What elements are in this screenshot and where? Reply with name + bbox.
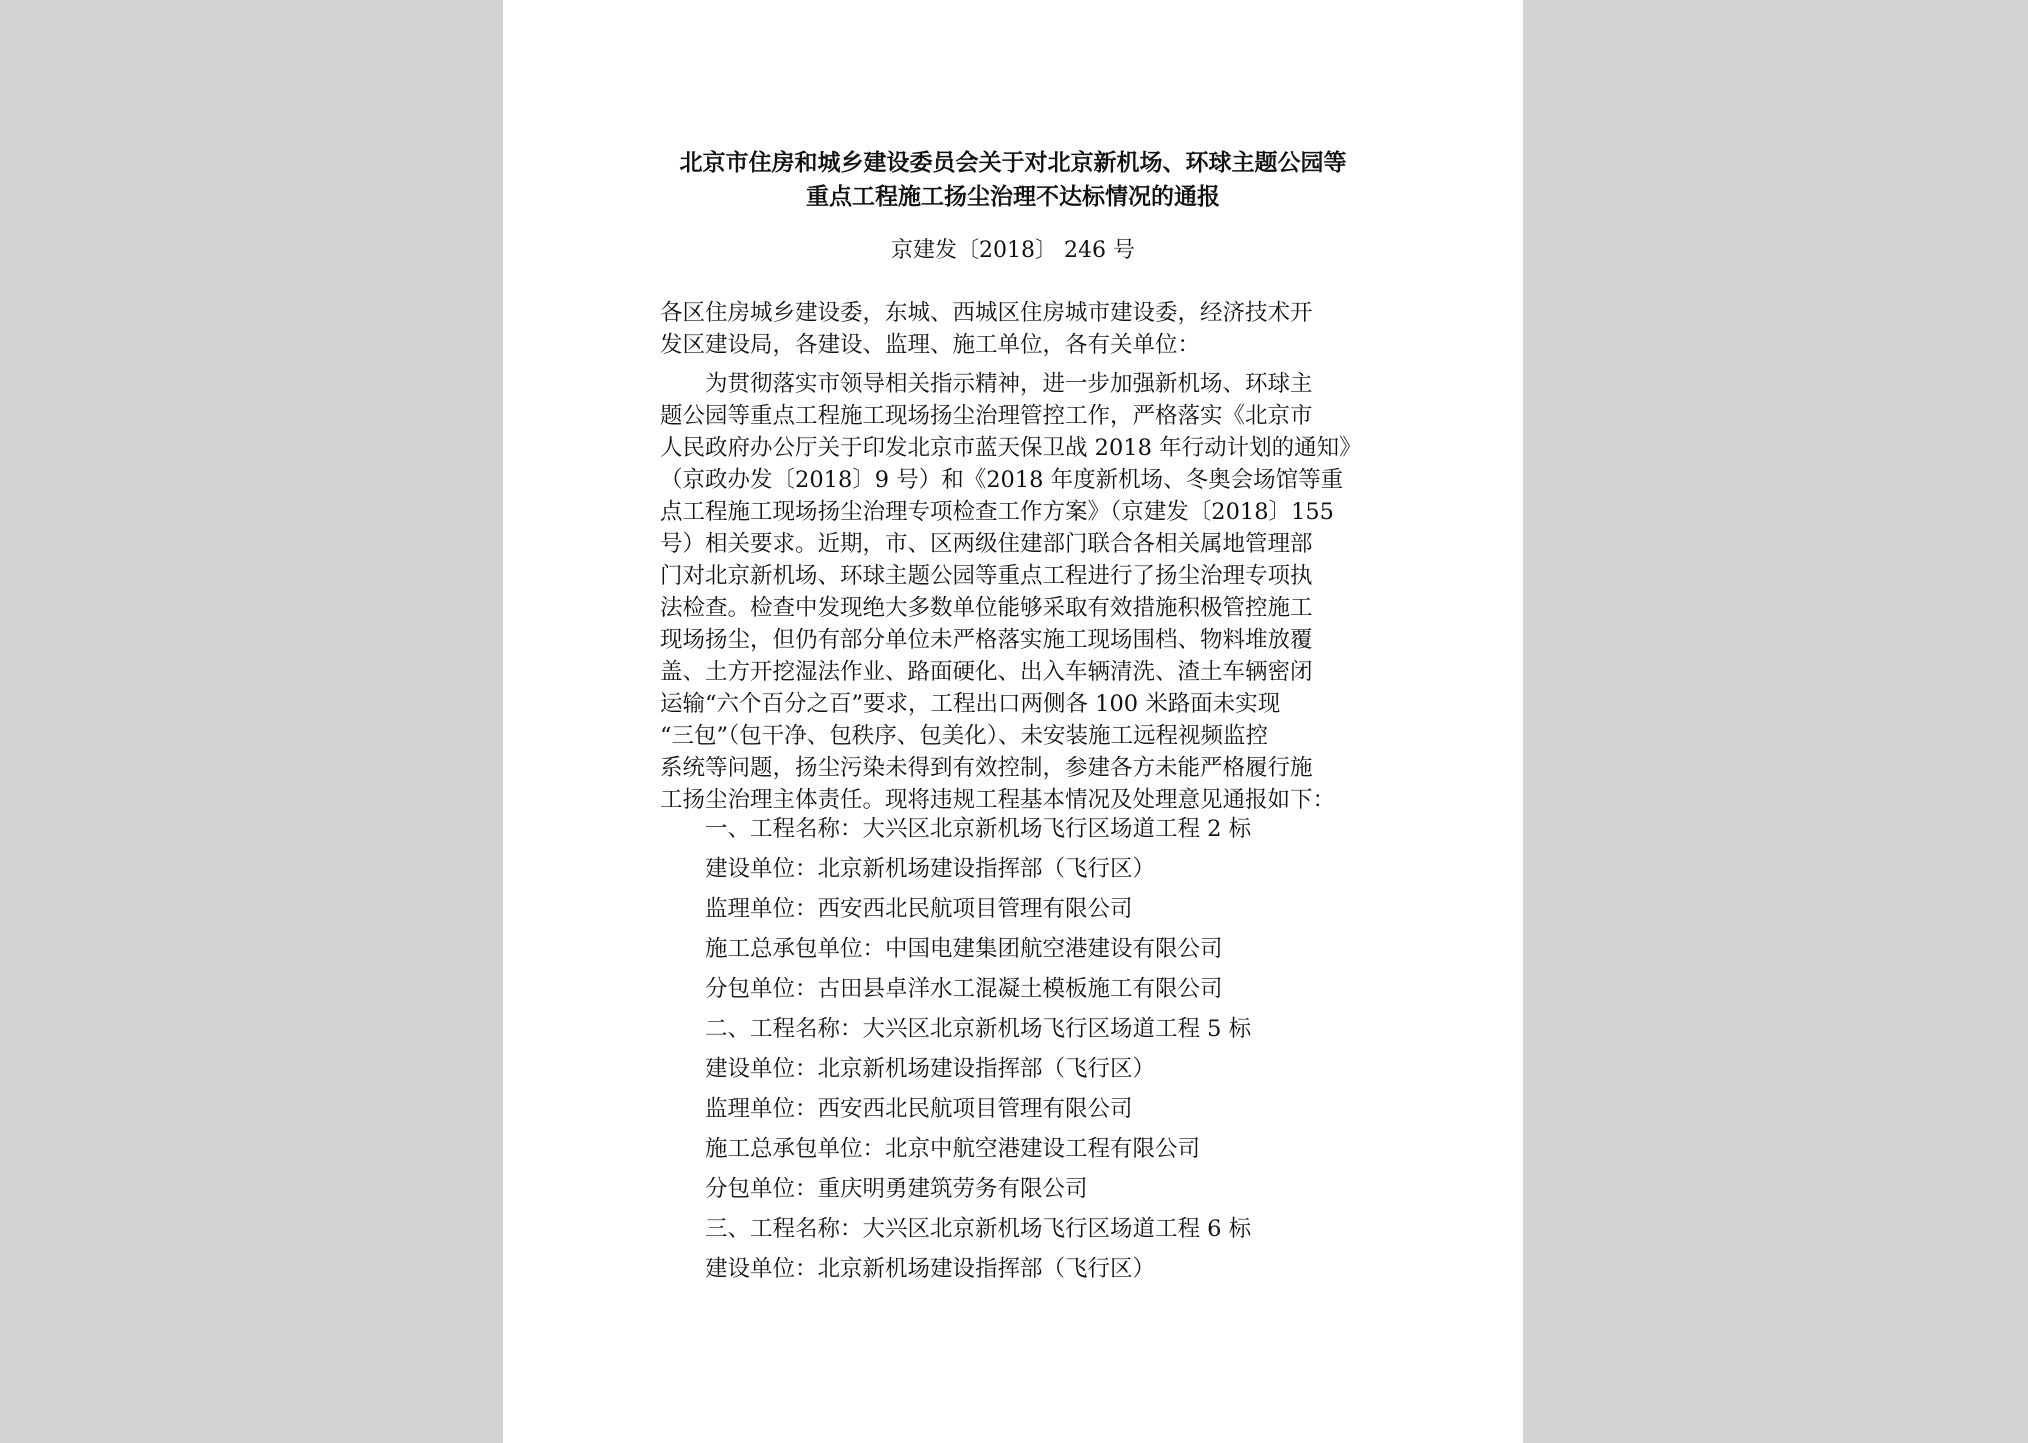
- body-line: （京政办发〔2018〕9 号）和《2018 年度新机场、冬奥会场馆等重: [660, 467, 1344, 493]
- project-item-line: 分包单位：古田县卓洋水工混凝土模板施工有限公司: [705, 976, 1223, 1002]
- project-item-line: 建设单位：北京新机场建设指挥部（飞行区）: [705, 856, 1156, 882]
- project-item-line: 二、工程名称：大兴区北京新机场飞行区场道工程 5 标: [705, 1016, 1252, 1042]
- project-item-line: 分包单位：重庆明勇建筑劳务有限公司: [705, 1176, 1088, 1202]
- project-item-line: 施工总承包单位：北京中航空港建设工程有限公司: [705, 1136, 1201, 1162]
- body-line: 法检查。检查中发现绝大多数单位能够采取有效措施积极管控施工: [660, 595, 1313, 621]
- document-page: [503, 0, 1523, 1443]
- body-line: 题公园等重点工程施工现场扬尘治理管控工作，严格落实《北京市: [660, 403, 1313, 429]
- body-line: 门对北京新机场、环球主题公园等重点工程进行了扬尘治理专项执: [660, 563, 1313, 589]
- body-line: 运输“六个百分之百”要求，工程出口两侧各 100 米路面未实现: [660, 691, 1281, 717]
- body-line: 现场扬尘，但仍有部分单位未严格落实施工现场围档、物料堆放覆: [660, 627, 1313, 653]
- project-item-line: 监理单位：西安西北民航项目管理有限公司: [705, 1096, 1133, 1122]
- project-item-line: 施工总承包单位：中国电建集团航空港建设有限公司: [705, 936, 1223, 962]
- body-line: 人民政府办公厅关于印发北京市蓝天保卫战 2018 年行动计划的通知》: [660, 435, 1362, 461]
- body-line: 为贯彻落实市领导相关指示精神，进一步加强新机场、环球主: [705, 371, 1313, 397]
- document-title-line-1: 北京市住房和城乡建设委员会关于对北京新机场、环球主题公园等: [679, 149, 1347, 176]
- document-title-line-2: 重点工程施工扬尘治理不达标情况的通报: [806, 183, 1220, 210]
- addressee-line: 各区住房城乡建设委，东城、西城区住房城市建设委，经济技术开: [660, 300, 1313, 326]
- body-line: 工扬尘治理主体责任。现将违规工程基本情况及处理意见通报如下：: [660, 787, 1336, 813]
- addressee-line: 发区建设局，各建设、监理、施工单位，各有关单位：: [660, 332, 1201, 358]
- project-item-line: 建设单位：北京新机场建设指挥部（飞行区）: [705, 1056, 1156, 1082]
- body-line: 号）相关要求。近期，市、区两级住建部门联合各相关属地管理部: [660, 531, 1313, 557]
- project-item-line: 一、工程名称：大兴区北京新机场飞行区场道工程 2 标: [705, 816, 1252, 842]
- body-line: 盖、土方开挖湿法作业、路面硬化、出入车辆清洗、渣土车辆密闭: [660, 659, 1313, 685]
- project-item-line: 三、工程名称：大兴区北京新机场飞行区场道工程 6 标: [705, 1216, 1252, 1242]
- body-line: 点工程施工现场扬尘治理专项检查工作方案》（京建发〔2018〕155: [660, 499, 1334, 525]
- project-item-line: 建设单位：北京新机场建设指挥部（飞行区）: [705, 1256, 1156, 1282]
- body-line: “三包”（包干净、包秩序、包美化）、未安装施工远程视频监控: [660, 723, 1269, 749]
- project-item-line: 监理单位：西安西北民航项目管理有限公司: [705, 896, 1133, 922]
- body-line: 系统等问题，扬尘污染未得到有效控制，参建各方未能严格履行施: [660, 755, 1313, 781]
- document-number: 京建发〔2018〕 246 号: [891, 238, 1135, 263]
